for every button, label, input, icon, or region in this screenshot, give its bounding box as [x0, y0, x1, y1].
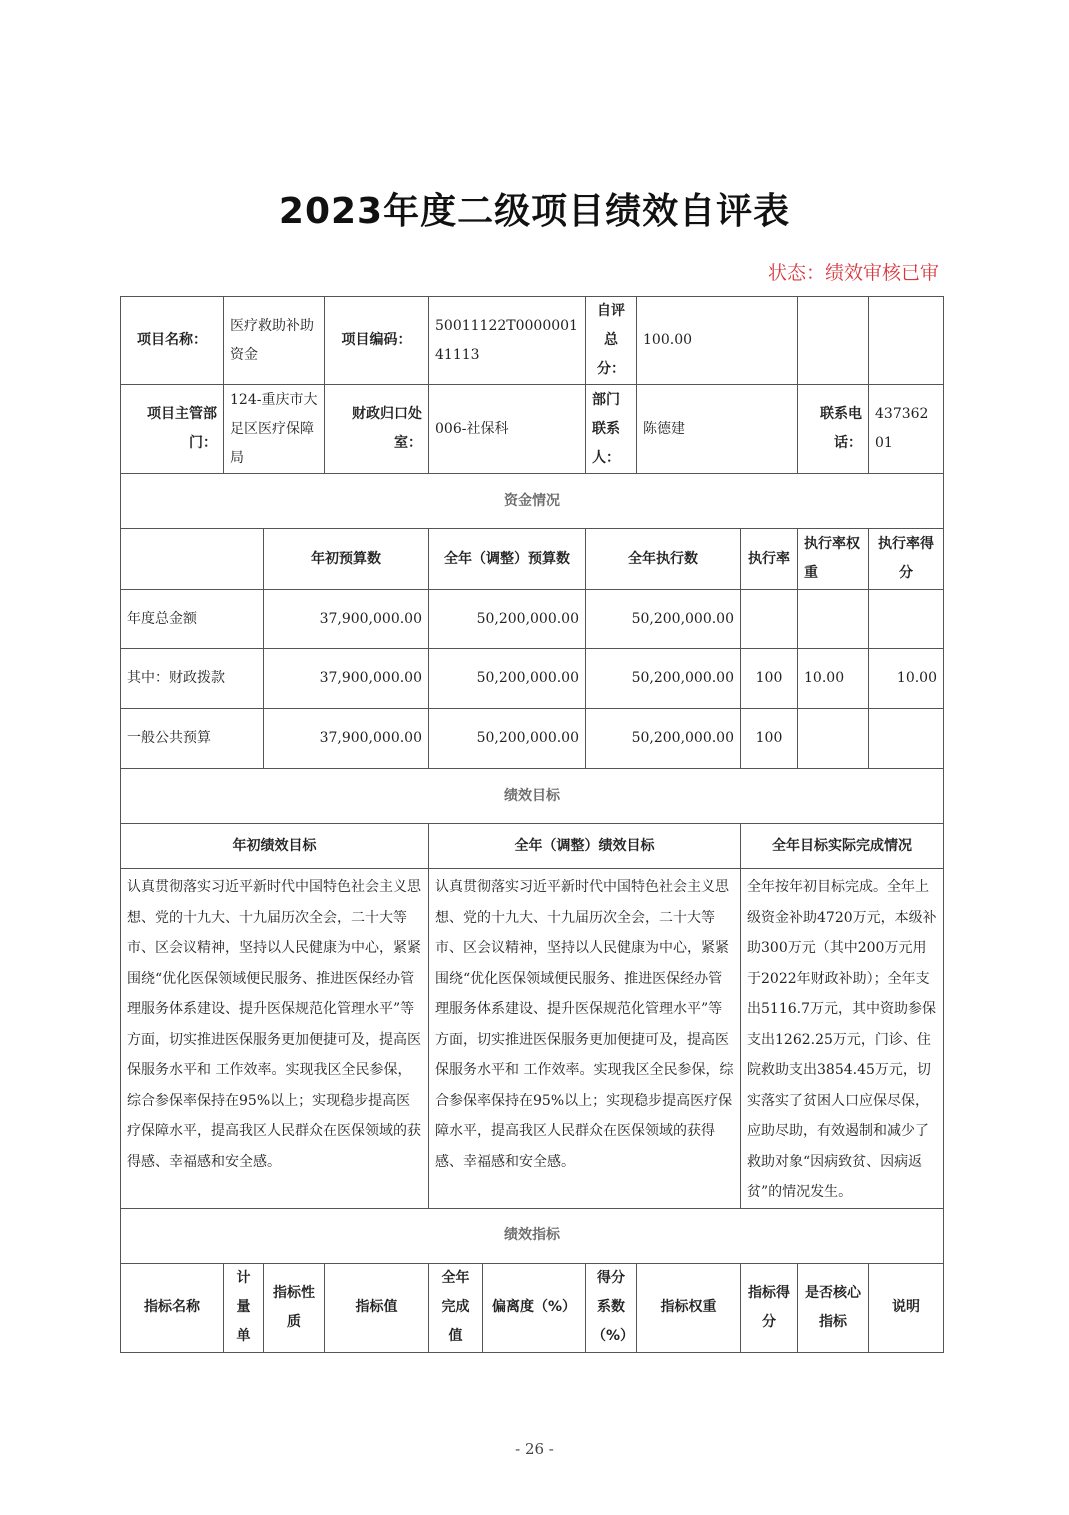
goals-actual-text: 全年按年初目标完成。全年上级资金补助4720万元，本级补助300万元（其中200万元用于2022年财政补助）；全年支出5116.7万元，其中资助参保支出1262.25万元，门诊、住院救助支出3854.45万元，切实落实了贫困人口应保尽保，应助尽助，有效遏制和减少了救助对象“因病致贫、因病返贫”的情况发生。: [741, 869, 944, 1209]
indicator-header-name: 指标名称: [121, 1263, 224, 1352]
funds-executed: 50,200,000.00: [586, 649, 741, 709]
goals-header-initial: 年初绩效目标: [121, 824, 429, 869]
indicator-header-completed: 全年完成值: [429, 1263, 483, 1352]
goals-initial-text: 认真贯彻落实习近平新时代中国特色社会主义思想、党的十九大、十九届历次全会，二十大等市、区会议精神，坚持以人民健康为中心，紧紧围绕“优化医保领域便民服务、推进医保经办管理服务体系建设、提升医保规范化管理水平”等方面，切实推进医保服务更加便捷可及，提高医保服务水平和 工作效率。实现我区全民参保，综合参保率保持在95%以上；实现稳步提高医疗保障水平，提高我区人民群众在医保领域的获得感、幸福感和安全感。: [121, 869, 429, 1209]
indicator-header-unit: 计量单: [224, 1263, 264, 1352]
funds-header-executed: 全年执行数: [586, 529, 741, 590]
info-row-1: [121, 297, 944, 385]
empty-cell: [869, 297, 944, 385]
self-score-label: 自评总分：: [586, 297, 637, 385]
funds-header-adjusted: 全年（调整）预算数: [429, 529, 586, 590]
funds-row: [121, 709, 944, 769]
indicator-header-coefficient: 得分系数（%）: [586, 1263, 637, 1352]
funds-row-label: 一般公共预算: [121, 709, 264, 769]
funds-rate: 100: [741, 709, 798, 769]
funds-initial: 37,900,000.00: [264, 590, 429, 649]
page-number: - 26 -: [515, 1440, 554, 1458]
funds-adjusted: 50,200,000.00: [429, 590, 586, 649]
funds-adjusted: 50,200,000.00: [429, 649, 586, 709]
funds-header-row: [121, 529, 944, 590]
funds-row: [121, 590, 944, 649]
finance-office-label: 财政归口处室：: [325, 385, 429, 474]
funds-score: 10.00: [869, 649, 944, 709]
funds-header-weight: 执行率权重: [798, 529, 869, 590]
funds-header-score: 执行率得分: [869, 529, 944, 590]
funds-row: [121, 649, 944, 709]
evaluation-table: [120, 296, 944, 1353]
empty-cell: [798, 297, 869, 385]
contact-value: 陈德建: [637, 385, 798, 474]
goals-header-adjusted: 全年（调整）绩效目标: [429, 824, 741, 869]
phone-value: 43736201: [869, 385, 944, 474]
funds-weight: 10.00: [798, 649, 869, 709]
indicators-section-row: [121, 1208, 944, 1263]
page-title: 2023年度二级项目绩效自评表: [278, 191, 791, 232]
indicator-header-weight: 指标权重: [637, 1263, 741, 1352]
project-name-label: 项目名称：: [121, 297, 224, 385]
status-label: 状态：绩效审核已审: [767, 262, 939, 284]
goals-section-title: 绩效目标: [121, 769, 944, 824]
goals-header-row: [121, 824, 944, 869]
funds-row-label: 年度总金额: [121, 590, 264, 649]
funds-executed: 50,200,000.00: [586, 709, 741, 769]
indicator-header-value: 指标值: [325, 1263, 429, 1352]
phone-label: 联系电话：: [798, 385, 869, 474]
funds-section-row: [121, 474, 944, 529]
funds-section-title: 资金情况: [121, 474, 944, 529]
funds-initial: 37,900,000.00: [264, 709, 429, 769]
funds-adjusted: 50,200,000.00: [429, 709, 586, 769]
project-name-value: 医疗救助补助资金: [224, 297, 325, 385]
funds-row-label: 其中：财政拨款: [121, 649, 264, 709]
funds-executed: 50,200,000.00: [586, 590, 741, 649]
project-code-value: 50011122T000000141113: [429, 297, 586, 385]
indicators-header-row: [121, 1263, 944, 1352]
contact-label: 部门联系人：: [586, 385, 637, 474]
funds-weight: [798, 590, 869, 649]
goals-adjusted-text: 认真贯彻落实习近平新时代中国特色社会主义思想、党的十九大、十九届历次全会，二十大等市、区会议精神，坚持以人民健康为中心，紧紧围绕“优化医保领域便民服务、推进医保经办管理服务体系建设、提升医保规范化管理水平”等方面，切实推进医保服务更加便捷可及，提高医保服务水平和 工作效率。实现我区全民参保，综合参保率保持在95%以上；实现稳步提高医疗保障水平，提高我区人民群众在医保领域的获得感、幸福感和安全感。: [429, 869, 741, 1209]
finance-office-value: 006-社保科: [429, 385, 586, 474]
goals-section-row: [121, 769, 944, 824]
goals-header-actual: 全年目标实际完成情况: [741, 824, 944, 869]
self-score-value: 100.00: [637, 297, 798, 385]
indicator-header-score: 指标得分: [741, 1263, 798, 1352]
funds-weight: [798, 709, 869, 769]
indicators-section-title: 绩效指标: [121, 1208, 944, 1263]
funds-rate: 100: [741, 649, 798, 709]
indicator-header-nature: 指标性质: [264, 1263, 325, 1352]
dept-value: 124-重庆市大足区医疗保障局: [224, 385, 325, 474]
funds-score: [869, 590, 944, 649]
funds-initial: 37,900,000.00: [264, 649, 429, 709]
empty-cell: [121, 529, 264, 590]
funds-header-initial: 年初预算数: [264, 529, 429, 590]
indicator-header-core: 是否核心指标: [798, 1263, 869, 1352]
project-code-label: 项目编码：: [325, 297, 429, 385]
funds-score: [869, 709, 944, 769]
indicator-header-note: 说明: [869, 1263, 944, 1352]
indicator-header-deviation: 偏离度（%）: [483, 1263, 586, 1352]
info-row-2: [121, 385, 944, 474]
goals-body-row: [121, 869, 944, 1209]
dept-label: 项目主管部门：: [121, 385, 224, 474]
funds-header-rate: 执行率: [741, 529, 798, 590]
funds-rate: [741, 590, 798, 649]
